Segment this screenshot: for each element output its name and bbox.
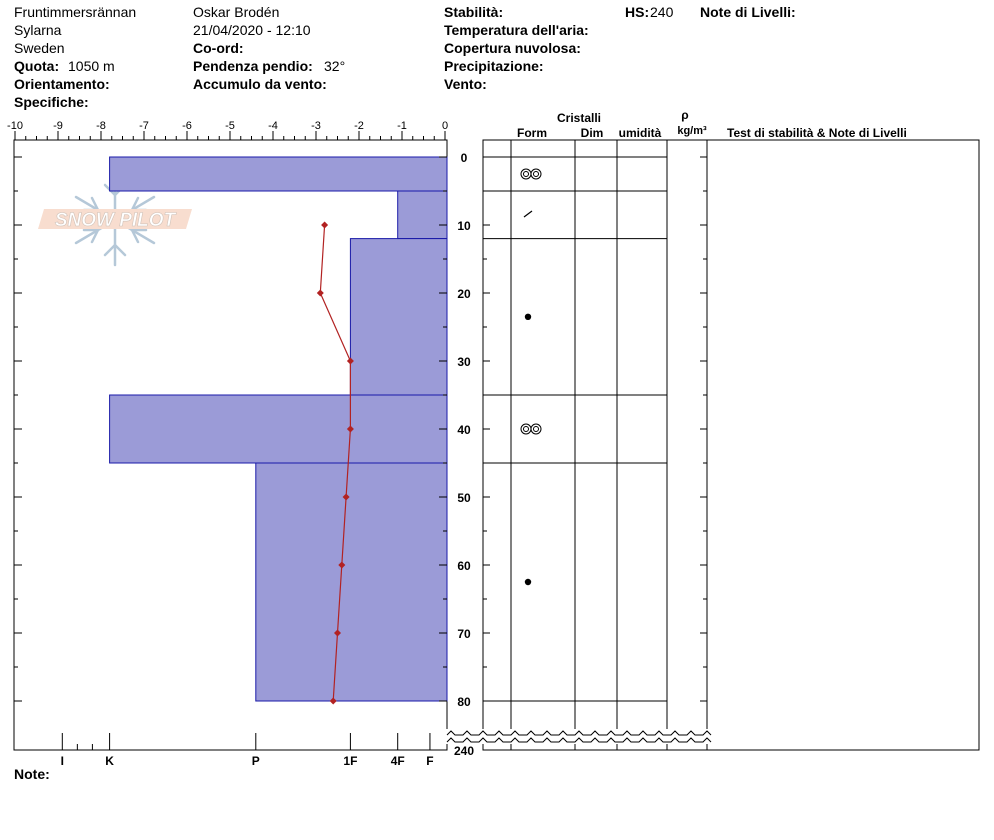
observer-name: Oskar Brodén bbox=[193, 4, 280, 20]
depth-label: 80 bbox=[457, 695, 471, 709]
rounds-icon-circle bbox=[521, 424, 531, 434]
temp-tick-label: -1 bbox=[397, 120, 407, 132]
dim-header: Dim bbox=[580, 126, 604, 140]
temp-tick-label: -7 bbox=[139, 120, 149, 132]
grain-form-decomposing-icon bbox=[524, 211, 532, 217]
temp-tick-label: 0 bbox=[441, 120, 449, 132]
hardness-bar-3 bbox=[350, 239, 447, 395]
snow-depth-bottom-label: 240 bbox=[453, 744, 475, 758]
layer-table-frame bbox=[483, 140, 979, 750]
hs-label: HS: bbox=[625, 4, 650, 20]
grain-form-graupel-icon bbox=[525, 314, 531, 320]
graupel-icon-dot bbox=[525, 579, 531, 585]
wind-label: Vento: bbox=[444, 76, 487, 92]
hardness-bar-5 bbox=[256, 463, 447, 701]
elevation-value: 1050 m bbox=[68, 58, 115, 74]
elevation-label: Quota: bbox=[14, 58, 60, 74]
temp-tick-label: -4 bbox=[268, 120, 278, 132]
hardness-label: F bbox=[426, 754, 434, 768]
density-unit-header: kg/m³ bbox=[677, 125, 707, 137]
temperature-point bbox=[321, 222, 328, 229]
rounds-icon-circle bbox=[534, 427, 539, 432]
form-header: Form bbox=[517, 126, 547, 140]
grain-form-rounds-icon bbox=[521, 424, 541, 434]
temp-tick-label: -6 bbox=[182, 120, 192, 132]
crystals-header: Cristalli bbox=[556, 111, 602, 125]
mountain-range: Sylarna bbox=[14, 22, 62, 38]
air-temp-label: Temperatura dell'aria: bbox=[444, 22, 589, 38]
hardness-label: 1F bbox=[343, 754, 358, 768]
rounds-icon-circle bbox=[534, 172, 539, 177]
slope-value: 32° bbox=[324, 58, 346, 74]
grain-form-rounds-icon bbox=[521, 169, 541, 179]
depth-label: 30 bbox=[457, 355, 471, 369]
depth-label: 20 bbox=[457, 287, 471, 301]
depth-label: 0 bbox=[460, 151, 468, 165]
depth-label: 70 bbox=[457, 627, 471, 641]
rounds-icon-circle bbox=[524, 172, 529, 177]
aspect-label: Orientamento: bbox=[14, 76, 110, 92]
rounds-icon-circle bbox=[531, 424, 541, 434]
decomposing-icon-stroke bbox=[524, 211, 532, 217]
temperature-point bbox=[317, 290, 324, 297]
temp-tick-label: -5 bbox=[225, 120, 235, 132]
hardness-label: 4F bbox=[390, 754, 405, 768]
hardness-bar-4 bbox=[110, 395, 447, 463]
rounds-icon-circle bbox=[531, 169, 541, 179]
hardness-label: P bbox=[251, 754, 260, 768]
temp-tick-label: -9 bbox=[53, 120, 63, 132]
precipitation-label: Precipitazione: bbox=[444, 58, 544, 74]
depth-label: 50 bbox=[457, 491, 471, 505]
rho-header: ρ bbox=[681, 108, 689, 122]
notes-label: Note: bbox=[14, 766, 50, 782]
wind-loading-label: Accumulo da vento: bbox=[193, 76, 327, 92]
specifics-label: Specifiche: bbox=[14, 94, 89, 110]
depth-label: 40 bbox=[457, 423, 471, 437]
temp-tick-label: -10 bbox=[7, 120, 23, 132]
rounds-icon-circle bbox=[521, 169, 531, 179]
hardness-label: K bbox=[105, 754, 114, 768]
rounds-icon-circle bbox=[524, 427, 529, 432]
observation-datetime: 21/04/2020 - 12:10 bbox=[193, 22, 311, 38]
depth-label: 10 bbox=[457, 219, 471, 233]
temp-tick-label: -3 bbox=[311, 120, 321, 132]
watermark-text: SNOW PILOT bbox=[54, 210, 176, 231]
temp-tick-label: -2 bbox=[354, 120, 364, 132]
tests-notes-header: Test di stabilità & Note di Livelli bbox=[727, 126, 907, 140]
coord-label: Co-ord: bbox=[193, 40, 244, 56]
hardness-bar-1 bbox=[110, 157, 447, 191]
hs-value: 240 bbox=[650, 4, 674, 20]
slope-label: Pendenza pendio: bbox=[193, 58, 313, 74]
temp-tick-label: -8 bbox=[96, 120, 106, 132]
layer-notes-label: Note di Livelli: bbox=[700, 4, 796, 20]
graupel-icon-dot bbox=[525, 314, 531, 320]
moisture-header: umidità bbox=[618, 126, 662, 140]
cloud-cover-label: Copertura nuvolosa: bbox=[444, 40, 581, 56]
depth-label: 60 bbox=[457, 559, 471, 573]
location-name: Fruntimmersrännan bbox=[14, 4, 137, 20]
country: Sweden bbox=[14, 40, 65, 56]
hardness-label: I bbox=[60, 754, 64, 768]
hardness-bar-2 bbox=[398, 191, 447, 239]
stability-label: Stabilità: bbox=[444, 4, 504, 20]
grain-form-graupel-icon bbox=[525, 579, 531, 585]
